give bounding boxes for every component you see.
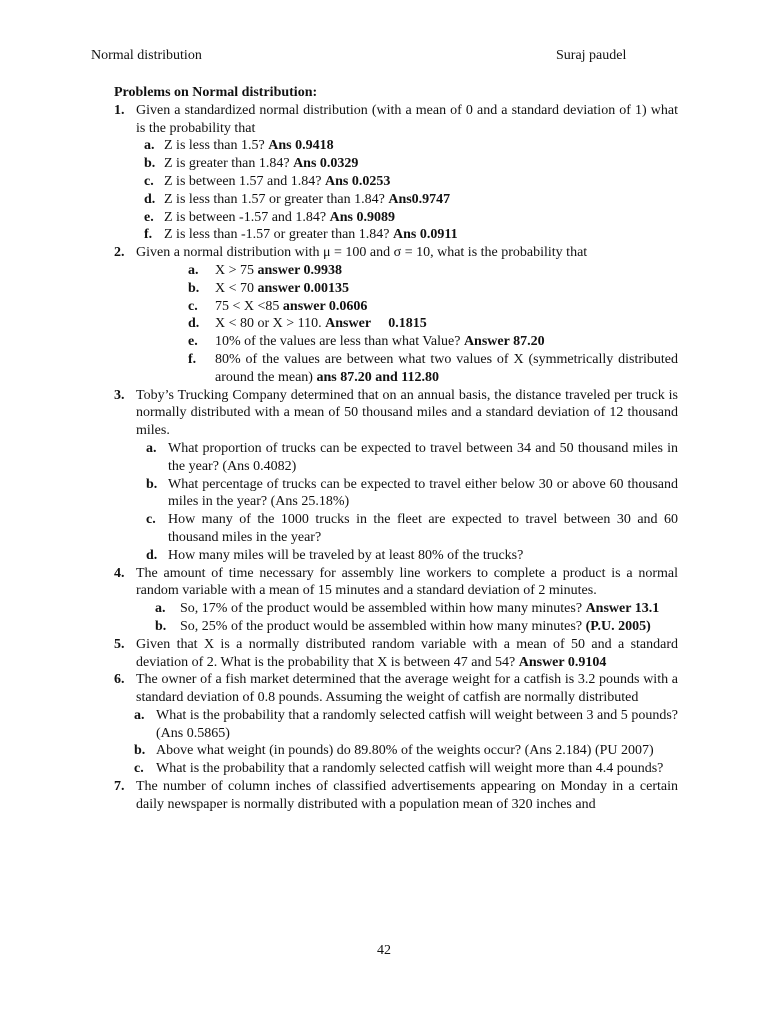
part-letter: b. (144, 156, 156, 172)
part-2d (114, 315, 678, 333)
part-6c (114, 760, 678, 778)
part-1b (114, 155, 678, 173)
part-1c (114, 173, 678, 191)
part-letter: d. (188, 316, 200, 332)
part-answer: answer 0.00135 (257, 280, 350, 296)
part-3a (114, 440, 678, 476)
part-answer: Answer 0.1815 (325, 316, 427, 332)
part-letter: b. (155, 618, 167, 634)
problem-number: 7. (114, 779, 125, 795)
part-text: 80% of the values are between what two values of X (symmetrically distributed around the mean) (215, 351, 678, 385)
part-text: X > 75 (215, 262, 258, 278)
part-text: So, 25% of the product would be assembled within how many minutes? (180, 618, 586, 634)
problem-2 (114, 244, 678, 262)
part-letter: a. (144, 138, 155, 154)
part-text: What proportion of trucks can be expected to travel between 34 and 50 thousand miles in the year? (Ans 0.4082) (168, 440, 678, 474)
problem-1 (114, 102, 678, 138)
part-text: What percentage of trucks can be expected to travel either below 30 or above 60 thousand miles in the year? (Ans 25.18%) (168, 476, 678, 510)
part-letter: b. (134, 743, 146, 759)
part-answer: answer 0.9938 (257, 262, 343, 278)
part-text: How many miles will be traveled by at least 80% of the trucks? (168, 547, 524, 563)
part-letter: c. (146, 512, 156, 528)
problem-text: Given that X is a normally distributed random variable with a mean of 50 and a standard deviation of 2. What is the probability that X is between 47 and 54? (136, 636, 678, 670)
part-1a (114, 137, 678, 155)
part-answer: Ans 0.0911 (393, 227, 458, 243)
problem-number: 2. (114, 245, 125, 261)
problem-text: Given a normal distribution with μ = 100 and σ = 10, what is the probability that (136, 245, 588, 261)
part-letter: e. (188, 334, 198, 350)
header-title: Normal distribution (91, 48, 202, 63)
part-3c (114, 511, 678, 547)
problem-text: Given a standardized normal distribution (with a mean of 0 and a standard deviation of 1) what is the probability that (136, 102, 678, 136)
part-2a (114, 262, 678, 280)
problem-7 (114, 778, 678, 814)
part-1d (114, 191, 678, 209)
problem-text: The owner of a fish market determined that the average weight for a catfish is 3.2 pounds with a standard deviation of 0.8 pounds. Assuming the weight of catfish are normally distributed (136, 672, 678, 706)
part-answer: Answer 13.1 (585, 601, 660, 617)
part-2f (114, 351, 678, 387)
problem-list (114, 84, 678, 814)
header-author: Suraj paudel (556, 48, 627, 63)
part-1e (114, 209, 678, 227)
part-text: Z is less than 1.57 or greater than 1.84? (164, 191, 389, 207)
problem-5 (114, 636, 678, 672)
part-text: Z is greater than 1.84? (164, 156, 294, 172)
part-answer: answer 0.0606 (282, 298, 368, 314)
part-letter: b. (146, 476, 158, 492)
part-letter: d. (146, 547, 158, 563)
part-text: Above what weight (in pounds) do 89.80% of the weights occur? (Ans 2.184) (PU 2007) (156, 743, 654, 759)
part-answer: Ans 0.9418 (268, 138, 334, 154)
part-6a (114, 707, 678, 743)
part-4b (114, 618, 678, 636)
problem-number: 6. (114, 672, 125, 688)
part-answer: ans 87.20 and 112.80 (316, 369, 440, 385)
problem-text: The amount of time necessary for assembly line workers to complete a product is a normal random variable with a mean of 15 minutes and a standard deviation of 2 minutes. (136, 565, 678, 599)
part-letter: a. (134, 707, 145, 723)
section-title: Problems on Normal distribution: (114, 85, 318, 100)
part-text: Z is between -1.57 and 1.84? (164, 209, 330, 225)
part-letter: b. (188, 280, 200, 296)
part-letter: c. (188, 298, 198, 314)
part-text: 75 < X <85 (215, 298, 283, 314)
part-text: 10% of the values are less than what Value? (215, 334, 464, 350)
problem-6 (114, 671, 678, 707)
problem-text: The number of column inches of classified advertisements appearing on Monday in a certain daily newspaper is normally distributed with a population mean of 320 inches and (136, 779, 678, 812)
part-text: Z is less than -1.57 or greater than 1.84? (164, 227, 393, 243)
part-6b (114, 742, 678, 760)
part-text: Z is less than 1.5? (164, 138, 269, 154)
part-answer: Ans 0.9089 (329, 209, 395, 225)
part-answer: Answer 87.20 (463, 334, 545, 350)
problem-number: 5. (114, 636, 125, 652)
part-letter: d. (144, 191, 156, 207)
part-letter: a. (155, 601, 166, 617)
part-text: X < 80 or X > 110. (215, 316, 326, 332)
part-text: So, 17% of the product would be assembled within how many minutes? (180, 601, 586, 617)
part-letter: a. (146, 440, 157, 456)
part-text: What is the probability that a randomly selected catfish will weight between 3 and 5 pounds? (Ans 0.5865) (156, 707, 678, 741)
part-letter: c. (134, 761, 144, 777)
part-3b (114, 476, 678, 512)
part-letter: f. (188, 351, 197, 367)
part-answer: (P.U. 2005) (585, 618, 651, 634)
part-1f (114, 226, 678, 244)
part-answer: Ans0.9747 (388, 191, 451, 207)
problem-text: Toby’s Trucking Company determined that on an annual basis, the distance traveled per truck is normally distributed with a mean of 50 thousand miles and a standard deviation of 12 thousand miles. (136, 387, 678, 439)
problem-number: 3. (114, 387, 125, 403)
part-4a (114, 600, 678, 618)
part-3d (114, 547, 678, 565)
problem-number: 4. (114, 565, 125, 581)
page-number: 42 (377, 943, 391, 958)
part-text: What is the probability that a randomly selected catfish will weight more than 4.4 pounds? (156, 761, 664, 777)
problem-4 (114, 565, 678, 601)
part-2b (114, 280, 678, 298)
problem-answer: Answer 0.9104 (518, 654, 607, 670)
part-text: How many of the 1000 trucks in the fleet are expected to travel between 30 and 60 thousand miles in the year? (168, 512, 678, 545)
problem-number: 1. (114, 102, 125, 118)
part-2e (114, 333, 678, 351)
part-2c (114, 298, 678, 316)
part-letter: e. (144, 209, 154, 225)
part-text: Z is between 1.57 and 1.84? (164, 173, 325, 189)
problem-3 (114, 387, 678, 440)
part-letter: c. (144, 173, 154, 189)
part-letter: a. (188, 262, 199, 278)
part-letter: f. (144, 227, 153, 243)
part-answer: Ans 0.0253 (324, 173, 391, 189)
part-text: X < 70 (215, 280, 258, 296)
part-answer: Ans 0.0329 (293, 156, 359, 172)
